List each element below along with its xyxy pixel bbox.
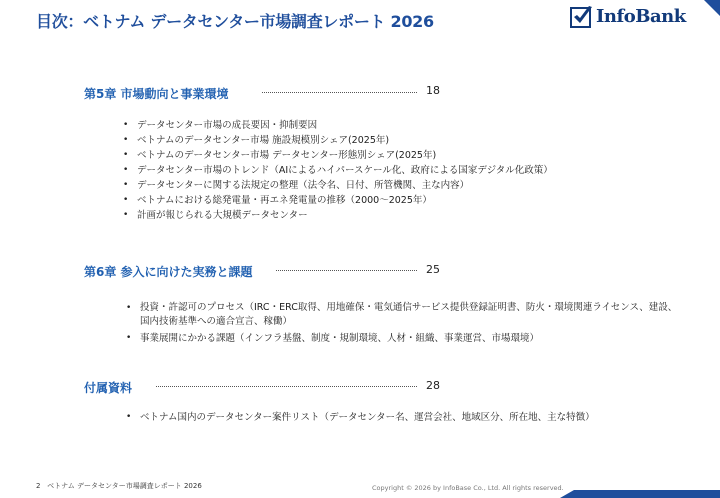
list-item: • ベトナムのデータセンター市場 施設規模別シェア(2025年) (123, 133, 553, 148)
page-number-appendix: 28 (426, 379, 440, 392)
logo (570, 5, 690, 31)
page-title: 目次：ベトナム データセンター市場調査レポート 2026 (36, 12, 434, 31)
footer-page-label (36, 481, 202, 491)
leader-dots (156, 386, 417, 387)
leader-dots (262, 92, 417, 93)
footer-band (574, 490, 720, 498)
list-item: • データセンター市場のトレンド（AIによるハイパースケール化、政府による国家デジタル化政策） (123, 163, 553, 178)
footer-copyright: Copyright © 2026 by InfoBase Co., Ltd. All rights reserved. (372, 484, 564, 492)
footer-decoration (560, 490, 574, 498)
list-item: • ベトナムのデータセンター市場 データセンター形態別シェア(2025年) (123, 148, 553, 163)
list-item: • 事業展開にかかる課題（インフラ基盤、制度・規制環境、人材・組織、事業運営、市場環境） (126, 331, 686, 346)
list-item: • 投資・許認可のプロセス（IRC・ERC取得、用地確保・電気通信サービス提供登録証明書、防火・環境関連ライセンス、建設、国内技術基準への適合宣言、稼働） (126, 301, 686, 329)
appendix-item-list (126, 410, 595, 425)
page-number-chapter-5: 18 (426, 84, 440, 97)
list-item: • ベトナムにおける総発電量・再エネ発電量の推移（2000～2025年） (123, 193, 553, 208)
section-heading-chapter-5: 第5章 市場動向と事業環境 (84, 87, 229, 101)
chapter-5-item-list (123, 118, 553, 223)
footer-report-name: ベトナム データセンター市場調査レポート 2026 (47, 482, 202, 490)
chapter-6-item-list (126, 301, 686, 346)
logo-text: InfoBank (596, 6, 686, 27)
footer-page-number: 2 (36, 482, 41, 490)
checkmark-square-icon (570, 5, 594, 29)
list-item: • データセンターに関する法規定の整理（法令名、日付、所管機関、主な内容） (123, 178, 553, 193)
leader-dots (276, 270, 417, 271)
list-item: • ベトナム国内のデータセンター案件リスト（データセンター名、運営会社、地域区分、所在地、主な特徴） (126, 410, 595, 425)
page-number-chapter-6: 25 (426, 263, 440, 276)
list-item: • データセンター市場の成長要因・抑制要因 (123, 118, 553, 133)
corner-decoration (704, 0, 720, 16)
section-heading-appendix: 付属資料 (84, 381, 133, 395)
list-item: • 計画が報じられる大規模データセンター (123, 208, 553, 223)
section-heading-chapter-6: 第6章 参入に向けた実務と課題 (84, 265, 253, 279)
